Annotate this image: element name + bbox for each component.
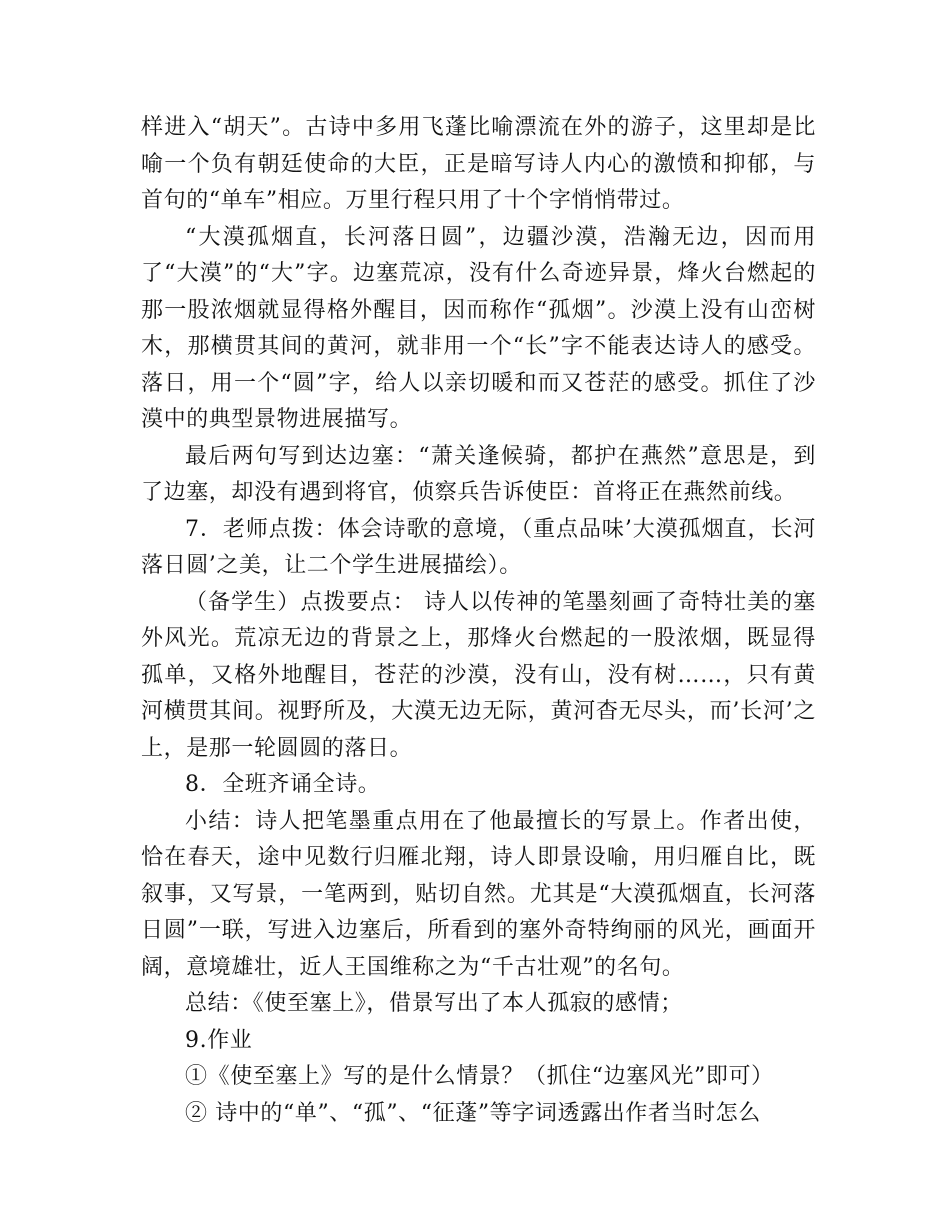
paragraph-9: 9.作业 <box>185 1027 253 1053</box>
paragraph-3: 最后两句写到达边塞：“萧关逢候骑，都护在燕然”意思是，到了边塞，却没有遇到将官，侦察兵告诉使臣：首将正在燕然前线。 <box>141 443 816 505</box>
paragraph-2: “大漠孤烟直，长河落日圆”，边疆沙漠，浩瀚无边，因而用了“大漠”的“大”字。边塞荒凉，没有什么奇迹异景，烽火台燃起的那一股浓烟就显得格外醒目，因而称作“孤烟”。沙漠上没有山峦树木，那横贯其间的黄河，就非用一个“长”字不能表达诗人的感受。落日，用一个“圆”字，给人以亲切暖和而又苍茫的感受。抓住了沙漠中的典型景物进展描写。 <box>141 224 816 432</box>
document-body <box>141 110 816 1132</box>
paragraph-1: 样进入“胡天”。古诗中多用飞蓬比喻漂流在外的游子，这里却是比喻一个负有朝廷使命的大臣，正是暗写诗人内心的激愤和抑郁，与首句的“单车”相应。万里行程只用了十个字悄悄带过。 <box>141 115 816 213</box>
paragraph-4: 7．老师点拨：体会诗歌的意境，（重点品味’大漠孤烟直，长河落日圆’之美，让二个学生进展描绘）。 <box>141 516 816 578</box>
paragraph-7: 小结：诗人把笔墨重点用在了他最擅长的写景上。作者出使，恰在春天，途中见数行归雁北翔，诗人即景设喻，用归雁自比，既叙事，又写景，一笔两到，贴切自然。尤其是“大漠孤烟直，长河落日圆”一联，写进入边塞后，所看到的塞外奇特绚丽的风光，画面开阔，意境雄壮，近人王国维称之为“千古壮观”的名句。 <box>141 808 816 980</box>
paragraph-6: 8．全班齐诵全诗。 <box>185 772 381 797</box>
paragraph-10: ①《使至塞上》写的是什么情景？（抓住“边塞风光”即可） <box>185 1064 774 1089</box>
paragraph-5: （备学生）点拨要点： 诗人以传神的笔墨刻画了奇特壮美的塞外风光。荒凉无边的背景之上，那烽火台燃起的一股浓烟，既显得孤单，又格外地醒目，苍茫的沙漠，没有山，没有树……，只有黄河横贯其间。视野所及，大漠无边无际，黄河杳无尽头，而’长河’之上，是那一轮圆圆的落日。 <box>141 589 816 761</box>
paragraph-8: 总结：《使至塞上》，借景写出了本人孤寂的感情； <box>185 991 683 1016</box>
paragraph-11: ② 诗中的“单”、“孤”、“征蓬”等字词透露出作者当时怎么 <box>185 1100 761 1126</box>
